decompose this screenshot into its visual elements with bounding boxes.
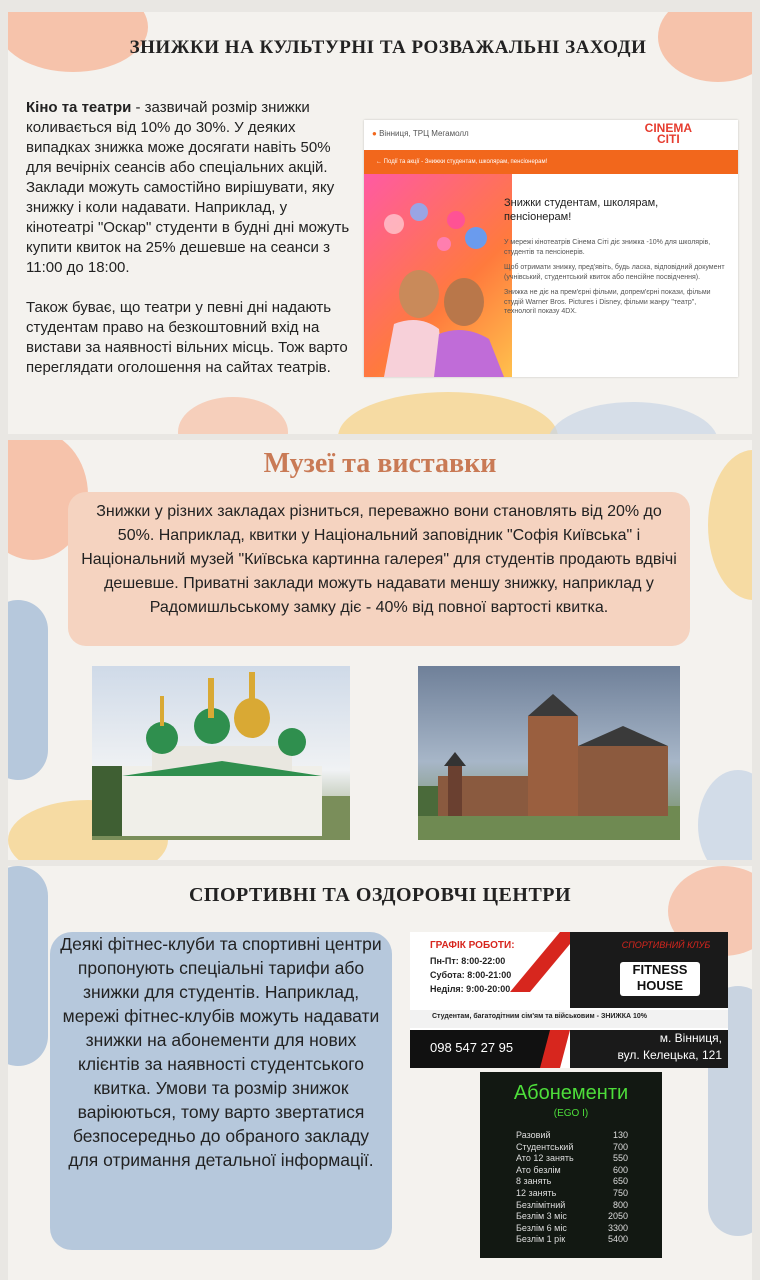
price-row-value: 3300 xyxy=(607,1222,628,1233)
section-title: ЗНИЖКИ НА КУЛЬТУРНІ ТА РОЗВАЖАЛЬНІ ЗАХОДИ xyxy=(129,37,647,58)
lead-label: Кіно та театри xyxy=(26,99,132,116)
schedule-title: ГРАФІК РОБОТИ: xyxy=(430,940,515,951)
schedule-line: Субота: 8:00-21:00 xyxy=(430,970,512,980)
price-row-value: 600 xyxy=(612,1164,628,1175)
decor-blob xyxy=(548,402,718,434)
price-row-value: 5400 xyxy=(607,1234,628,1245)
decor-blob xyxy=(8,12,148,72)
text-box xyxy=(50,932,392,1250)
schedule-line: Пн-Пт: 8:00-22:00 xyxy=(430,956,506,966)
price-row-value: 550 xyxy=(612,1153,628,1164)
slide-culture xyxy=(8,12,752,434)
promo-illustration xyxy=(364,174,512,377)
cinema-citi-screenshot xyxy=(364,120,738,377)
price-row-name: 8 занять xyxy=(516,1176,552,1187)
price-row-name: Безлім 6 міс xyxy=(516,1222,567,1233)
cathedral-illustration xyxy=(92,666,350,840)
castle-illustration xyxy=(418,666,680,840)
price-row-name: Разовий xyxy=(516,1130,551,1140)
decor-blob xyxy=(338,392,558,434)
cinema-logo: CINEMA CITI xyxy=(644,121,692,146)
price-row-value: 800 xyxy=(612,1199,628,1210)
price-row-name: 12 занять xyxy=(516,1187,557,1198)
section-title: СПОРТИВНІ ТА ОЗДОРОВЧІ ЦЕНТРИ xyxy=(188,884,572,906)
club-logo: FITNESS HOUSE xyxy=(632,962,688,993)
price-row-value: 650 xyxy=(612,1176,628,1187)
decor-blob xyxy=(8,600,48,780)
radomyshl-castle-photo xyxy=(418,666,680,840)
price-row xyxy=(516,1188,628,1200)
section-text xyxy=(26,98,354,398)
section-text: Деякі фітнес-клуби та спортивні центри пропонують спеціальні тарифи або знижки для студентів. Наприклад, мережі фітнес-клубів можуть надавати знижки на абонементи для нових клієнтів за наявності студентського квитка. Умови та розмір знижок варіюються, тому варто звертатися безпосередньо до обраного закладу для отримання детальної інформації. xyxy=(60,934,382,1170)
price-row xyxy=(516,1211,628,1223)
price-row-name: Студентський xyxy=(516,1141,574,1152)
address: м. Вінниця, вул. Келецька, 121 xyxy=(617,1031,722,1062)
discount-text: Студентам, багатодітним сім'ям та військовим - ЗНИЖКА 10% xyxy=(432,1013,648,1020)
section-text: Знижки у різних закладах різниться, переважно вони становлять від 20% до 50%. Наприклад, квитки у Національний заповідник "Софія Київська" і Національний музей "Київська картинна галерея" для студентів продають вдвічі дешевше. Приватні заклади можуть надавати меншу знижку, наприклад у Радомишльському замку діє - 40% від повної вартості квитка. xyxy=(81,503,677,616)
price-row xyxy=(516,1142,628,1154)
promo-text: У мережі кінотеатрів Сінема Сіті діє знижка -10% для школярів, студентів та пенсіонерів. Щоб отримати знижку, пред'явіть, будь ласка, відповідний документ (учнівський, студентський квиток або пенсійне посвідчення). Знижка не діє на прем'єрні фільми, допрем'єрні покази, фільми студій Warner Bros. Pictures і Disney, фільми жанру "театр", технології показу 4DX. xyxy=(504,239,725,315)
price-list-subtitle: (EGO I) xyxy=(553,1108,589,1119)
price-row xyxy=(516,1234,628,1246)
arrow-left-icon: ← xyxy=(376,159,382,165)
club-label: СПОРТИВНИЙ КЛУБ xyxy=(621,940,711,950)
membership-price-list xyxy=(480,1072,662,1258)
slide-museums xyxy=(8,440,752,860)
promo-heading: Знижки студентам, школярам, пенсіонерам! xyxy=(504,197,659,223)
price-row-name: Ато 12 занять xyxy=(516,1153,574,1164)
price-row xyxy=(516,1153,628,1165)
price-row-value: 750 xyxy=(612,1187,628,1198)
location-text: ● Вінниця, ТРЦ Мегамолл xyxy=(372,129,469,138)
price-row xyxy=(516,1200,628,1212)
decor-blob xyxy=(698,770,752,860)
decor-blob xyxy=(178,397,288,434)
price-row-name: Ато безлім xyxy=(516,1164,561,1175)
price-row-value: 2050 xyxy=(607,1211,628,1222)
price-row-value: 700 xyxy=(612,1141,628,1152)
price-row-name: Безлімітний xyxy=(516,1199,566,1210)
price-row-name: Безлім 3 міс xyxy=(516,1211,567,1222)
schedule-line: Неділя: 9:00-20:00 xyxy=(430,984,511,994)
promo-photo xyxy=(364,174,512,377)
price-row xyxy=(516,1165,628,1177)
text-box xyxy=(68,492,690,646)
price-row xyxy=(516,1130,628,1142)
paragraph-2: Також буває, що театри у певні дні надають студентам право на безкоштовний вхід на вистави за наявності вільних місць. Тож варто переглядати оголошення на сайтах театрів. xyxy=(26,299,348,376)
breadcrumb-bar: ← Події та акції - Знижки студентам, школярам, пенсіонерам! xyxy=(364,150,738,174)
price-row-value: 130 xyxy=(612,1130,628,1140)
price-rows xyxy=(516,1130,628,1246)
price-row xyxy=(516,1223,628,1235)
pin-icon: ● xyxy=(372,129,377,138)
phone-number: 098 547 27 95 xyxy=(430,1040,514,1055)
slide-sport xyxy=(8,866,752,1280)
section-title: Музеї та виставки xyxy=(263,448,497,479)
price-row-name: Безлім 1 рік xyxy=(516,1234,566,1245)
decor-blob xyxy=(658,12,752,82)
price-list-title: Абонементи xyxy=(513,1082,629,1104)
fitness-house-banner xyxy=(410,932,728,1068)
paragraph-1: - зазвичай розмір знижки коливається від 10% до 30%. У деяких випадках знижка може досягати навіть 50% для вечірніх сеансів або спеціальних акцій. Заклади можуть самостійно вирішувати, яку знижку і коли надавати. Наприклад, у кінотеатрі "Оскар" студенти в будні дні можуть купити квиток на 25% дешевше на сеанси з 11:00 до 18:00. xyxy=(26,99,350,276)
sofia-cathedral-photo xyxy=(92,666,350,840)
price-row xyxy=(516,1176,628,1188)
